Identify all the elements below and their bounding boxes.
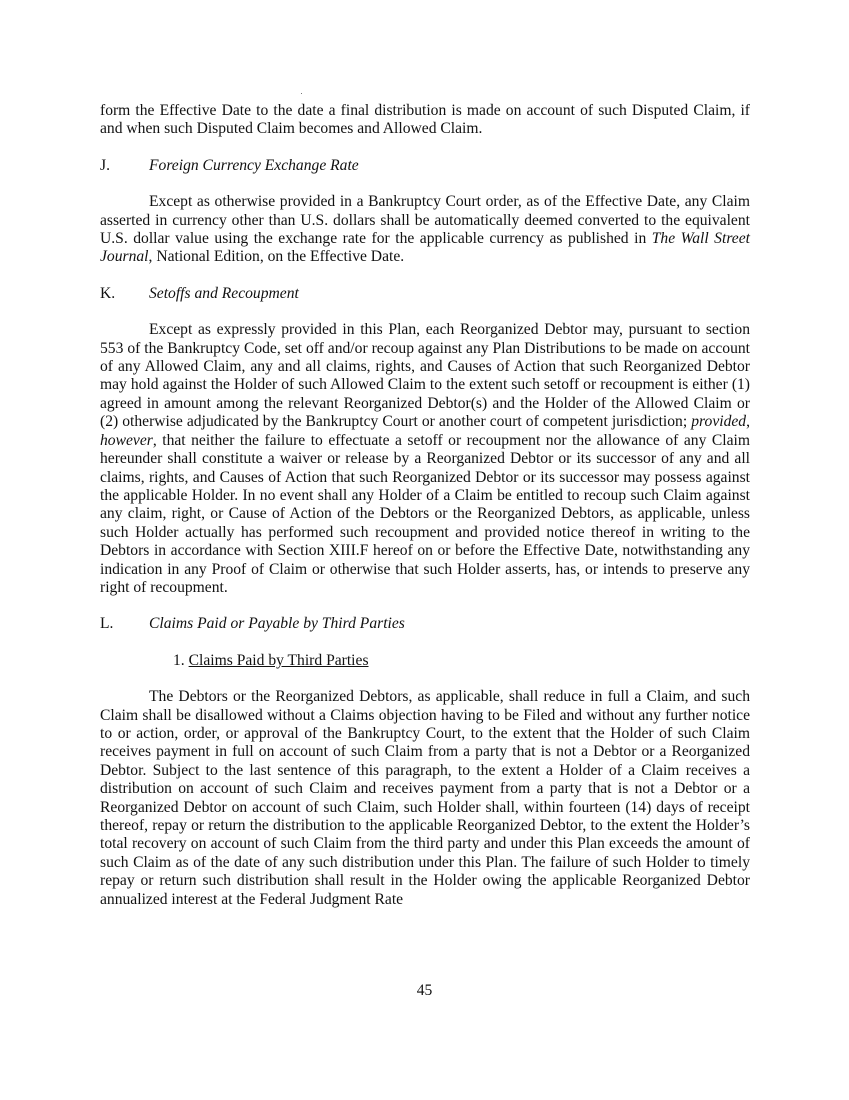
intro-paragraph: form the Effective Date to the date a final distribution is made on account of such Disputed Claim, if and when such Disputed Claim becomes and Allowed Claim. bbox=[100, 102, 750, 138]
document-page bbox=[100, 102, 750, 909]
scan-artifact-dot bbox=[301, 93, 302, 94]
section-l-body: The Debtors or the Reorganized Debtors, as applicable, shall reduce in full a Claim, and such Claim shall be disallowed without a Claims objection having to be Filed and without any further notice to or action, order, or approval of the Bankruptcy Court, to the extent that the Holder of such Claim receives payment in full on account of such Claim from a party that is not a Debtor or a Reorganized Debtor. Subject to the last sentence of this paragraph, to the extent a Holder of a Claim receives a distribution on account of such Claim and receives payment from a party that is not a Debtor or a Reorganized Debtor on account of such Claim, such Holder shall, within fourteen (14) days of receipt thereof, repay or return the distribution to the applicable Reorganized Debtor, to the extent the Holder’s total recovery on account of such Claim from the third party and under this Plan exceeds the amount of such Claim as of the date of any such distribution under this Plan. The failure of such Holder to timely repay or return such distribution shall result in the Holder owing the applicable Reorganized Debtor annualized interest at the Federal Judgment Rate bbox=[100, 688, 750, 908]
section-j-body-text-1: Except as otherwise provided in a Bankruptcy Court order, as of the Effective Date, any Claim asserted in currency other than U.S. dollars shall be automatically deemed converted to the equivalent U.S. dollar value using the exchange rate for the applicable currency as published in bbox=[100, 193, 750, 248]
section-k-letter: K. bbox=[100, 284, 116, 302]
section-k-body-comma: , bbox=[746, 413, 750, 431]
section-k-body bbox=[100, 321, 750, 597]
section-k-body-text-2: , that neither the failure to effectuate a setoff or recoupment nor the allowance of any Claim hereunder shall constitute a waiver or release by a Reorganized Debtor or its successor of any and all claims, rights, and Causes of Action that such Reorganized Debtor or its successor may possess against the applicable Holder. In no event shall any Holder of a Claim be entitled to recoup such Claim against any claim, right, or Cause of Action of the Debtors or the Reorganized Debtors, as applicable, unless such Holder actually has performed such recoupment and provided notice thereof in writing to the Debtors in accordance with Section XIII.F hereof on or before the Effective Date, notwithstanding any indication in any Proof of Claim or otherwise that such Holder asserts, has, or intends to preserve any right of recoupment. bbox=[100, 431, 750, 596]
section-l-subsection-number: 1. bbox=[173, 651, 185, 669]
section-j-heading bbox=[100, 157, 750, 175]
section-k-body-however: however bbox=[100, 431, 153, 449]
section-l-subsection-title: Claims Paid by Third Parties bbox=[188, 651, 369, 669]
section-k-heading bbox=[100, 285, 750, 303]
section-j-body bbox=[100, 193, 750, 267]
section-j-body-publication: The Wall Street Journal bbox=[100, 230, 750, 266]
section-l-heading bbox=[100, 615, 750, 633]
section-k-body-provided: provided bbox=[691, 413, 747, 431]
section-k-body-text-1: Except as expressly provided in this Plan, each Reorganized Debtor may, pursuant to section 553 of the Bankruptcy Code, set off and/or recoup against any Plan Distributions to be made on account of any Allowed Claim, any and all claims, rights, and Causes of Action that such Reorganized Debtor may hold against the Holder of such Allowed Claim to the extent such setoff or recoupment is either (1) agreed in amount among the relevant Reorganized Debtor(s) and the Holder of the Allowed Claim or (2) otherwise adjudicated by the Bankruptcy Court or another court of competent jurisdiction; bbox=[100, 321, 750, 431]
section-k-title: Setoffs and Recoupment bbox=[149, 284, 299, 302]
page-number: 45 bbox=[416, 982, 433, 999]
section-l-subheading bbox=[173, 652, 750, 670]
section-j-body-text-2: , National Edition, on the Effective Date. bbox=[148, 248, 405, 266]
section-j-letter: J. bbox=[100, 156, 110, 174]
section-l-letter: L. bbox=[100, 615, 114, 633]
section-l-title: Claims Paid or Payable by Third Parties bbox=[149, 615, 405, 633]
section-j-title: Foreign Currency Exchange Rate bbox=[149, 156, 359, 174]
